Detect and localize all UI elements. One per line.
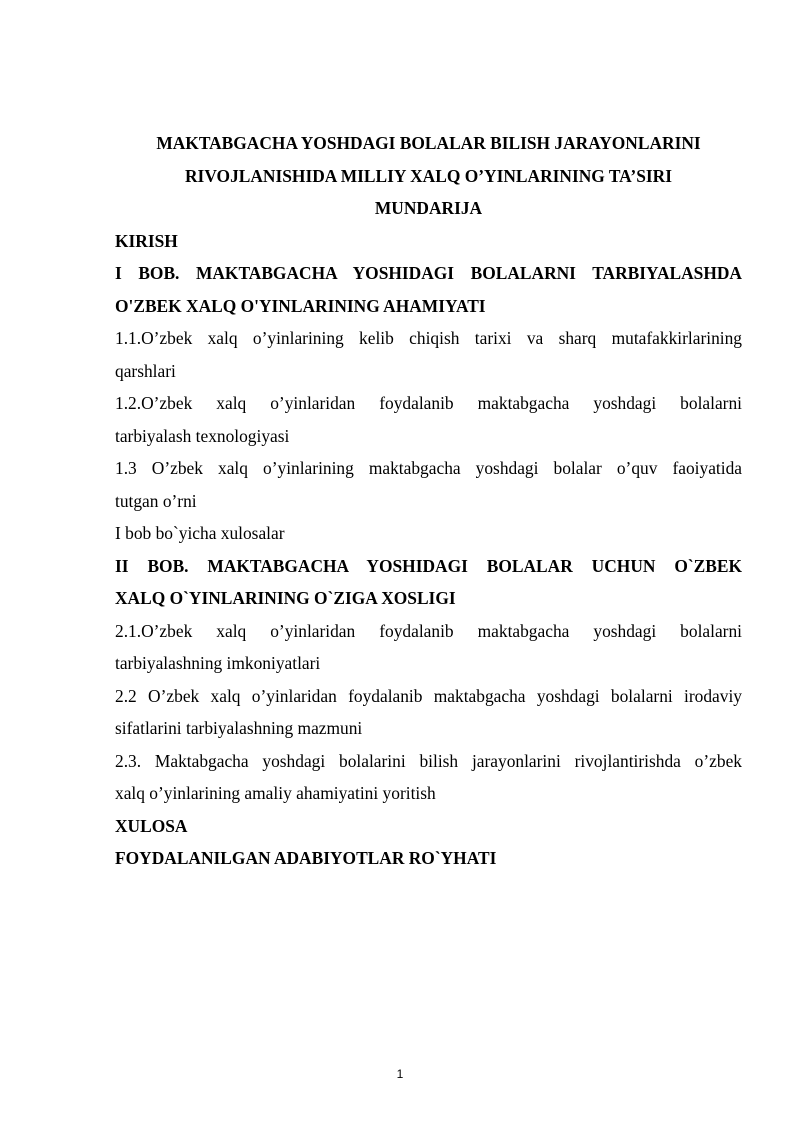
toc-chapter-2-line-1: II BOB. MAKTABGACHA YOSHIDAGI BOLALAR UCHUN O`ZBEK bbox=[115, 555, 742, 576]
toc-section-1-3-line-2: tutgan o’rni bbox=[115, 490, 197, 511]
document-title-line-1: MAKTABGACHA YOSHDAGI BOLALAR BILISH JARAYONLARINI bbox=[156, 133, 701, 153]
toc-section-2-3-line-1: 2.3. Maktabgacha yoshdagi bolalarini bilish jarayonlarini rivojlantirishda o’zbek bbox=[115, 750, 742, 771]
toc-chapter-1-summary: I bob bo`yicha xulosalar bbox=[115, 523, 285, 543]
toc-section-1-2-line-2: tarbiyalash texnologiyasi bbox=[115, 425, 290, 446]
toc-section-1-1-line-1: 1.1.O’zbek xalq o’yinlarining kelib chiqish tarixi va sharq mutafakkirlarining bbox=[115, 328, 742, 348]
toc-item-intro: KIRISH bbox=[115, 230, 178, 251]
toc-section-2-3-line-2: xalq o’yinlarining amaliy ahamiyatini yoritish bbox=[115, 783, 436, 803]
page-number: 1 bbox=[396, 1067, 404, 1081]
toc-section-2-1-line-2: tarbiyalashning imkoniyatlari bbox=[115, 653, 321, 673]
document-title-line-2: RIVOJLANISHIDA MILLIY XALQ O’YINLARINING TA’SIRI bbox=[185, 165, 672, 186]
table-of-contents bbox=[115, 127, 742, 875]
toc-section-2-2-line-1: 2.2 O’zbek xalq o’yinlaridan foydalanib maktabgacha yoshdagi bolalarni irodaviy bbox=[115, 685, 742, 706]
toc-chapter-1-line-2: O'ZBEK XALQ O'YINLARINING AHAMIYATI bbox=[115, 295, 486, 316]
contents-heading: MUNDARIJA bbox=[374, 198, 483, 218]
toc-section-1-2-line-1: 1.2.O’zbek xalq o’yinlaridan foydalanib maktabgacha yoshdagi bolalarni bbox=[115, 393, 742, 413]
toc-item-conclusion: XULOSA bbox=[115, 815, 188, 836]
toc-section-1-1-line-2: qarshlari bbox=[115, 360, 176, 381]
toc-chapter-2-line-2: XALQ O`YINLARINING O`ZIGA XOSLIGI bbox=[115, 588, 456, 608]
toc-section-1-3-line-1: 1.3 O’zbek xalq o’yinlarining maktabgacha yoshdagi bolalar o’quv faoiyatida bbox=[115, 458, 742, 478]
toc-item-references: FOYDALANILGAN ADABIYOTLAR RO`YHATI bbox=[115, 848, 497, 868]
toc-chapter-1-line-1: I BOB. MAKTABGACHA YOSHIDAGI BOLALARNI TARBIYALASHDA bbox=[115, 263, 742, 283]
toc-section-2-2-line-2: sifatlarini tarbiyalashning mazmuni bbox=[115, 718, 363, 738]
toc-section-2-1-line-1: 2.1.O’zbek xalq o’yinlaridan foydalanib maktabgacha yoshdagi bolalarni bbox=[115, 620, 742, 641]
